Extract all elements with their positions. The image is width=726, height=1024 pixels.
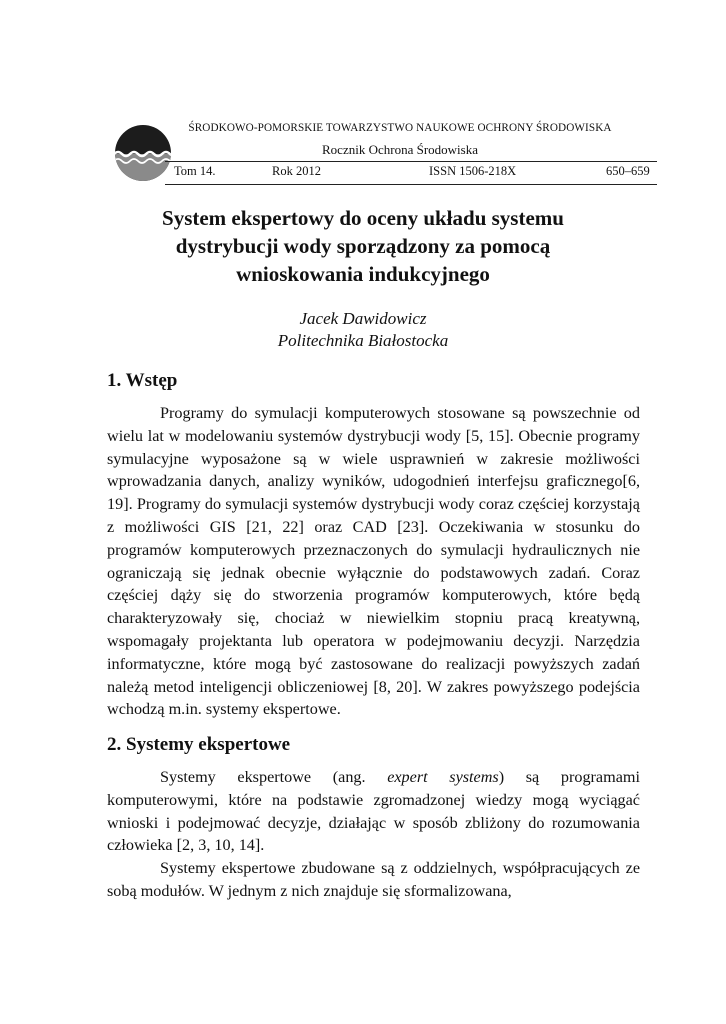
society-name: ŚRODKOWO-POMORSKIE TOWARZYSTWO NAUKOWE OCHRONY ŚRODOWISKA <box>188 122 612 134</box>
author-affiliation: Politechnika Białostocka <box>277 331 449 350</box>
title-line: dystrybucji wody sporządzony za pomocą <box>175 234 551 258</box>
volume-label: Tom 14. <box>174 164 216 178</box>
paragraph: Systemy ekspertowe zbudowane są z oddzielnych, współpracujących ze sobą modułów. W jednym z nich znajduje się sformalizowana, <box>107 859 640 900</box>
society-logo-icon <box>114 124 172 182</box>
header-rule-bottom <box>165 184 657 185</box>
title-line: wnioskowania indukcyjnego <box>236 262 490 286</box>
section-body <box>107 402 640 721</box>
title-line: System ekspertowy do oceny układu systemu <box>162 206 564 230</box>
issn-label: ISSN 1506-218X <box>429 164 517 178</box>
text-run: Systemy ekspertowe (ang. <box>160 768 388 786</box>
section-heading: 2. Systemy ekspertowe <box>107 734 291 755</box>
journal-name: Rocznik Ochrona Środowiska <box>322 142 478 157</box>
text-run: ) są programami komputerowymi, które na podstawie zgromadzonej wiedzy mogą wyciągać wnioski i podejmować decyzje, działając w sposób zbliżony do rozumowania człowieka [2, 3, 10, 14]. <box>107 768 640 855</box>
pages-label: 650–659 <box>606 164 650 178</box>
paragraph <box>107 766 640 857</box>
author-name: Jacek Dawidowicz <box>299 309 427 328</box>
section-heading: 1. Wstęp <box>107 370 178 391</box>
year-label: Rok 2012 <box>272 164 321 178</box>
author-block <box>70 308 656 352</box>
header-rule-top <box>165 161 657 162</box>
paper-title <box>70 204 656 288</box>
italic-term: expert systems <box>387 768 499 786</box>
paragraph: Programy do symulacji komputerowych stosowane są powszechnie od wielu lat w modelowaniu systemów dystrybucji wody [5, 15]. Obecnie programy symulacyjne wyposażone są w wiele usprawnień w zakresie możliwości wprowadzania danych, analizy wyników, udogodnień interfejsu graficznego[6, 19]. Programy do symulacji systemów dystrybucji wody coraz częściej korzystają z możliwości GIS [21, 22] oraz CAD [23]. Oczekiwania w stosunku do programów komputerowych przeznaczonych do symulacji hydraulicznych nie ograniczają się jednak obecnie wyłącznie do podstawowych zadań. Coraz częściej dąży się do stworzenia programów komputerowych, które będą charakteryzowały się, chociaż w niewielkim stopniu pracą kreatywną, wspomagały projektanta lub operatora w podejmowaniu decyzji. Narzędzia informatyczne, które mogą być zastosowane do realizacji powyższych zadań należą metod inteligencji obliczeniowej [8, 20]. W zakres powyższego podejścia wchodzą m.in. systemy ekspertowe. <box>107 404 640 719</box>
section-body <box>107 766 640 903</box>
